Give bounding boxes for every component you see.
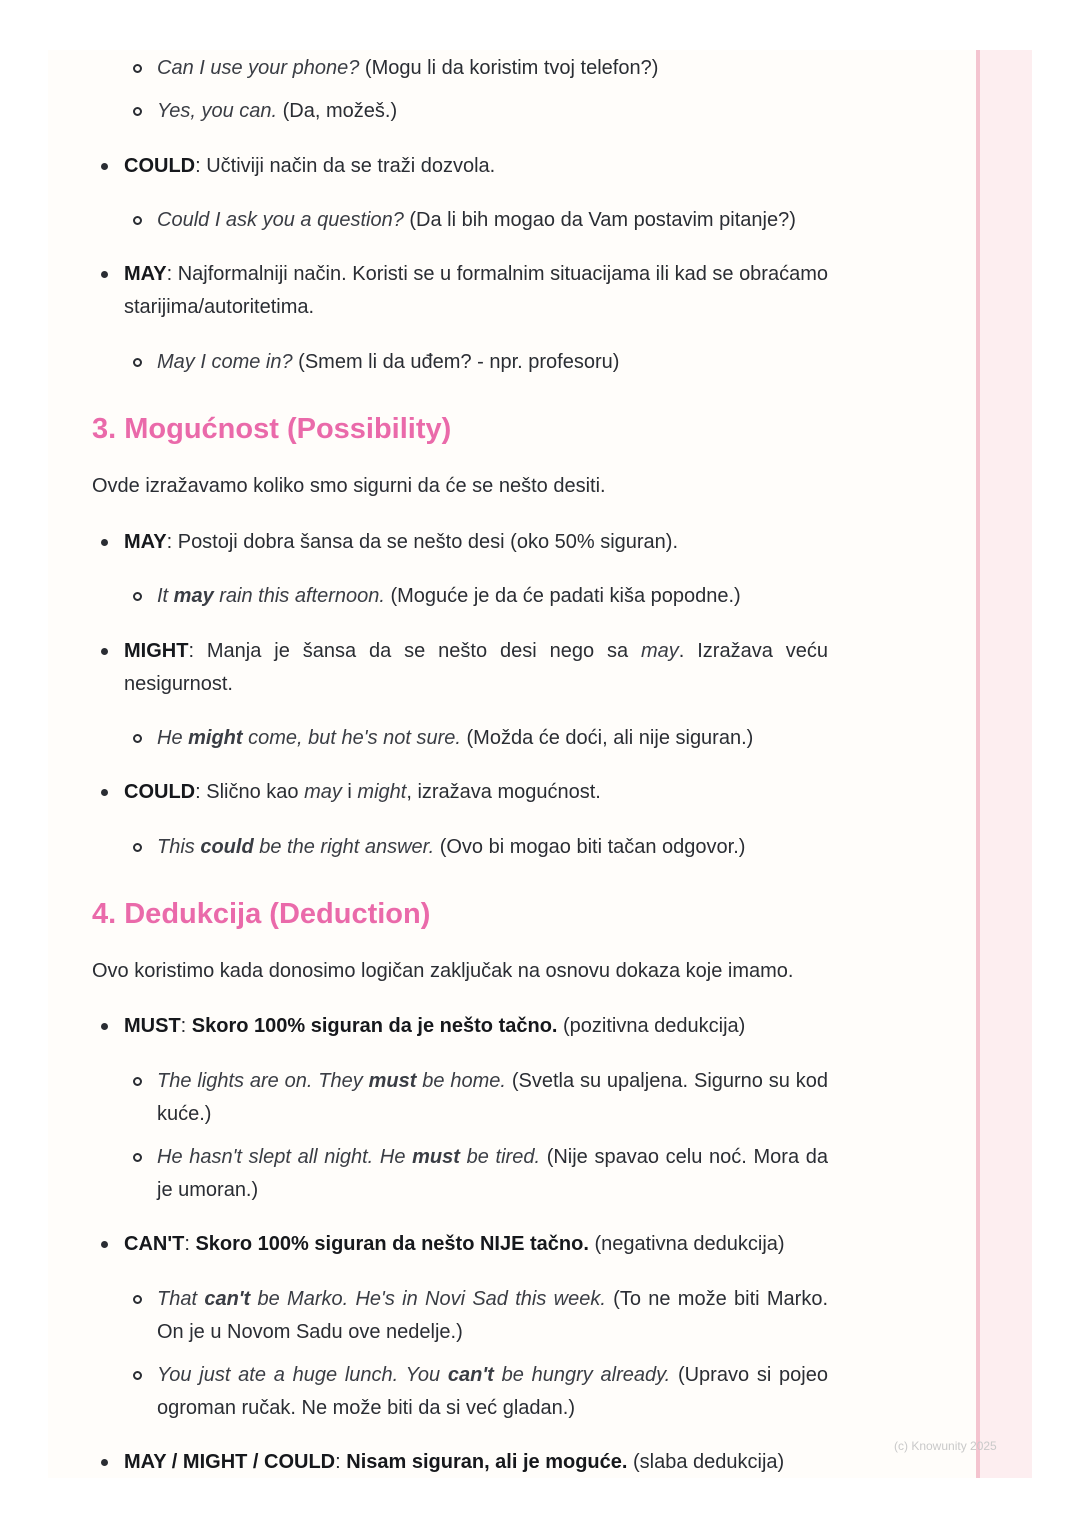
bullet-icon <box>101 539 108 546</box>
circle-bullet-icon <box>133 64 142 73</box>
paragraph: Ovde izražavamo koliko smo sigurni da će se nešto desiti. <box>92 475 606 497</box>
circle-bullet-icon <box>133 1153 142 1162</box>
bullet-item: MAY / MIGHT / COULD: Nisam siguran, ali je moguće. (slaba dedukcija) <box>124 1446 828 1478</box>
circle-bullet-icon <box>133 107 142 116</box>
margin-line <box>976 50 980 1478</box>
circle-bullet-icon <box>133 358 142 367</box>
example-item: Can I use your phone? (Mogu li da koristim tvoj telefon?) <box>157 52 828 85</box>
circle-bullet-icon <box>133 216 142 225</box>
bullet-item: COULD: Slično kao may i might, izražava mogućnost. <box>124 776 828 809</box>
bullet-item: MAY: Najformalniji način. Koristi se u formalnim situacijama ili kad se obraćamo starijima/autoritetima. <box>124 258 828 324</box>
bullet-item: MAY: Postoji dobra šansa da se nešto desi (oko 50% siguran). <box>124 526 828 559</box>
circle-bullet-icon <box>133 1295 142 1304</box>
bullet-item: MUST: Skoro 100% siguran da je nešto tačno. (pozitivna dedukcija) <box>124 1010 828 1043</box>
margin-band <box>976 50 1032 1478</box>
section-heading: 3. Mogućnost (Possibility) <box>92 413 452 445</box>
bullet-icon <box>101 648 108 655</box>
example-item: Yes, you can. (Da, možeš.) <box>157 95 828 128</box>
example-item: That can't be Marko. He's in Novi Sad this week. (To ne može biti Marko. On je u Novom Sadu ove nedelje.) <box>157 1283 828 1349</box>
bullet-icon <box>101 789 108 796</box>
example-item: He might come, but he's not sure. (Možda će doći, ali nije siguran.) <box>157 722 828 755</box>
example-item: It may rain this afternoon. (Moguće je da će padati kiša popodne.) <box>157 580 828 613</box>
bullet-icon <box>101 163 108 170</box>
bullet-icon <box>101 1023 108 1030</box>
example-item: He hasn't slept all night. He must be tired. (Nije spavao celu noć. Mora da je umoran.) <box>157 1141 828 1207</box>
example-item: You just ate a huge lunch. You can't be hungry already. (Upravo si pojeo ogroman ručak. Ne može biti da si već gladan.) <box>157 1359 828 1425</box>
bullet-icon <box>101 271 108 278</box>
watermark: (c) Knowunity 2025 <box>894 1439 997 1453</box>
example-item: The lights are on. They must be home. (Svetla su upaljena. Sigurno su kod kuće.) <box>157 1065 828 1131</box>
document-page <box>48 50 1032 1478</box>
circle-bullet-icon <box>133 1371 142 1380</box>
paragraph: Ovo koristimo kada donosimo logičan zaključak na osnovu dokaza koje imamo. <box>92 960 794 982</box>
bullet-icon <box>101 1241 108 1248</box>
bullet-item: CAN'T: Skoro 100% siguran da nešto NIJE tačno. (negativna dedukcija) <box>124 1228 828 1261</box>
circle-bullet-icon <box>133 1077 142 1086</box>
circle-bullet-icon <box>133 734 142 743</box>
example-item: Could I ask you a question? (Da li bih mogao da Vam postavim pitanje?) <box>157 204 828 237</box>
section-heading: 4. Dedukcija (Deduction) <box>92 898 431 930</box>
bullet-icon <box>101 1459 108 1466</box>
circle-bullet-icon <box>133 592 142 601</box>
bullet-item: MIGHT: Manja je šansa da se nešto desi nego sa may. Izražava veću nesigurnost. <box>124 635 828 701</box>
circle-bullet-icon <box>133 843 142 852</box>
example-item: This could be the right answer. (Ovo bi mogao biti tačan odgovor.) <box>157 831 828 864</box>
bullet-item: COULD: Učtiviji način da se traži dozvola. <box>124 150 828 183</box>
example-item: May I come in? (Smem li da uđem? - npr. profesoru) <box>157 346 828 379</box>
